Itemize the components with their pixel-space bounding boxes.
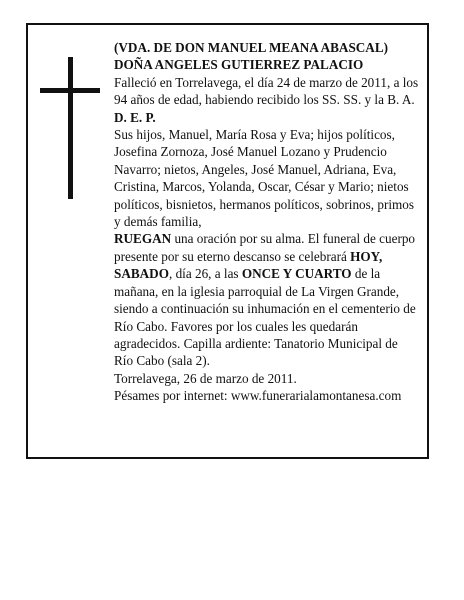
family-list: Sus hijos, Manuel, María Rosa y Eva; hijos políticos, Josefina Zornoza, José Manuel Lozano y Prudencio Navarro; nietos, Angeles, José Manuel, Adriana, Eva, Cristina, Marcos, Yolanda, Oscar, César y Mario; nietos políticos, bisnietos, hermanos políticos, sobrinos, primos y demás familia,: [114, 127, 415, 230]
request-text-1: una oración por su alma. El funeral de cuerpo presente por su eterno descanso se celebrará: [114, 231, 416, 264]
place-date: Torrelavega, 26 de marzo de 2011.: [114, 370, 297, 386]
funeral-time: ONCE Y CUARTO: [241, 266, 352, 282]
deceased-name: DOÑA ANGELES GUTIERREZ PALACIO: [114, 57, 364, 73]
request-text-3: de la mañana, en la iglesia parroquial de La Virgen Grande, siendo a continuación su inhumación en el cementerio de Río Cabo. Favores por los cuales les quedarán agradecidos. Capilla ardiente: Tanatorio Municipal de Río Cabo (sala 2).: [114, 266, 416, 369]
ruegan-label: RUEGAN: [114, 231, 172, 247]
rest-in-peace: D. E. P.: [114, 109, 156, 125]
heading-widow-of: (VDA. DE DON MANUEL MEANA ABASCAL): [114, 40, 389, 55]
condolences-info: Pésames por internet: www.funerarialamontanesa.com: [114, 388, 402, 404]
funeral-day: HOY, SABADO: [114, 248, 383, 282]
death-info: Falleció en Torrelavega, el día 24 de marzo de 2011, a los 94 años de edad, habiendo recibido los SS. SS. y la B. A.: [114, 74, 419, 108]
obituary-text: [114, 39, 420, 405]
funeral-request: [114, 230, 420, 369]
cross-icon: [68, 57, 73, 199]
obituary-notice: [26, 23, 429, 459]
cross-icon-bar: [40, 88, 100, 93]
request-text-2: , día 26, a las: [168, 266, 242, 282]
